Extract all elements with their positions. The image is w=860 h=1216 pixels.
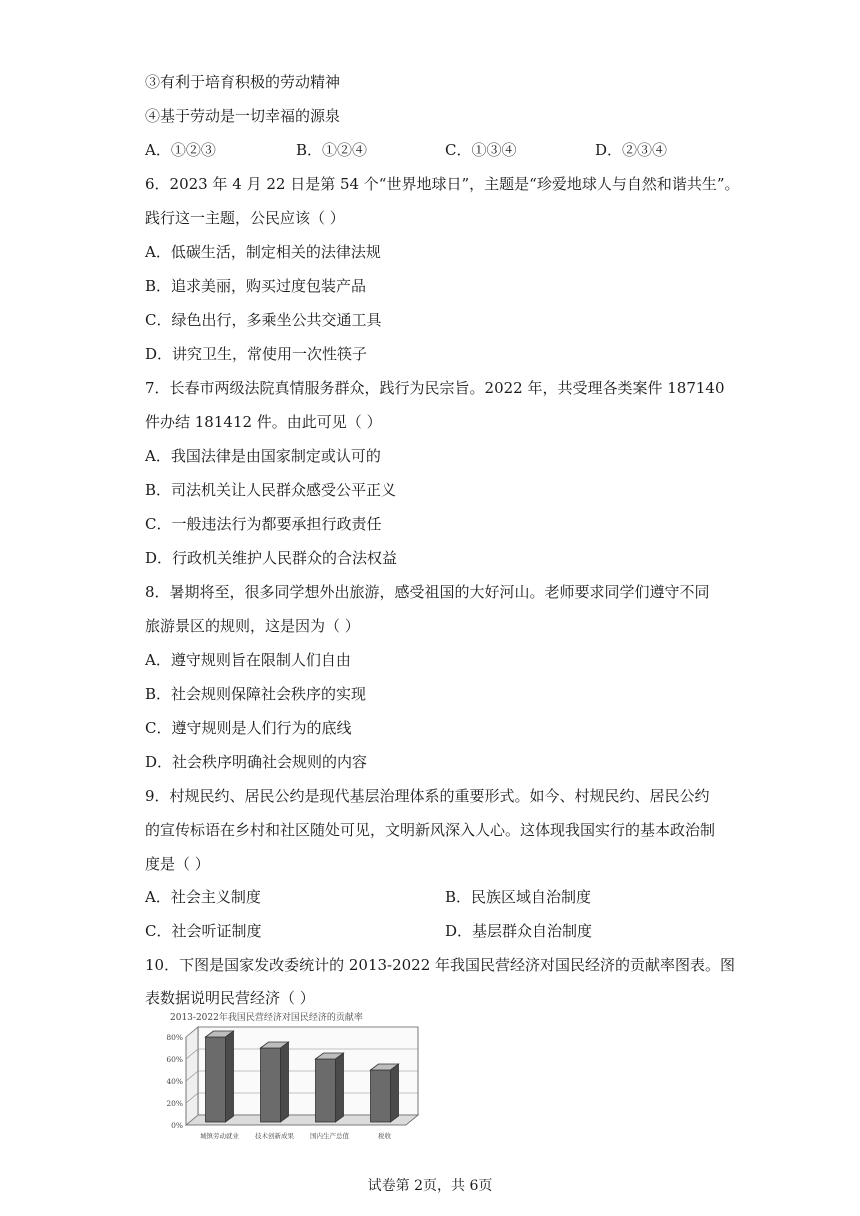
- q6-stem-line-1: 6．2023 年 4 月 22 日是第 54 个“世界地球日”，主题是“珍爱地球人与自然和谐共生”。: [145, 175, 740, 193]
- chart-bar: [261, 1048, 281, 1122]
- q9-stem-line-1: 9．村规民约、居民公约是现代基层治理体系的重要形式。如今、村规民约、居民公约: [145, 787, 710, 805]
- q5-option-b: B．①②④: [296, 141, 368, 159]
- q9-stem-line-2: 的宣传标语在乡村和社区随处可见，文明新风深入人心。这体现我国实行的基本政治制: [145, 821, 716, 839]
- q8-option-a: A．遵守规则旨在限制人们自由: [145, 651, 351, 669]
- q7-option-d: D．行政机关维护人民群众的合法权益: [145, 549, 398, 567]
- chart-bar: [206, 1037, 226, 1122]
- chart-bar-side: [336, 1053, 344, 1122]
- q7-stem-line-2: 件办结 181412 件。由此可见（ ）: [145, 413, 382, 431]
- q6-option-a: A．低碳生活，制定相关的法律法规: [145, 243, 381, 261]
- q5-line-4: ④基于劳动是一切幸福的源泉: [145, 107, 341, 125]
- q8-stem-line-1: 8．暑期将至，很多同学想外出旅游，感受祖国的大好河山。老师要求同学们遵守不同: [145, 583, 710, 601]
- q5-line-3: ③有利于培育积极的劳动精神: [145, 73, 341, 91]
- chart-category-label: 城镇劳动就业: [200, 1132, 239, 1140]
- chart-ytick-label: 20%: [166, 1099, 183, 1108]
- chart-bar-side: [391, 1064, 399, 1122]
- chart-ytick-label: 80%: [166, 1033, 183, 1042]
- chart-bar-side: [226, 1031, 234, 1122]
- q6-option-b: B．追求美丽，购买过度包装产品: [145, 277, 367, 295]
- q9-option-a: A．社会主义制度: [145, 888, 261, 906]
- chart-title: 2013-2022年我国民营经济对国民经济的贡献率: [170, 1013, 363, 1023]
- chart-category-label: 技术创新成果: [255, 1132, 294, 1140]
- q5-option-c: C．①③④: [445, 141, 517, 159]
- contribution-bar-chart: [160, 1007, 426, 1143]
- chart-bar-side: [281, 1042, 289, 1122]
- q7-option-b: B．司法机关让人民群众感受公平正义: [145, 481, 397, 499]
- q8-option-d: D．社会秩序明确社会规则的内容: [145, 753, 368, 771]
- chart-canvas: [160, 1007, 426, 1143]
- q9-option-d: D．基层群众自治制度: [445, 922, 593, 940]
- q6-option-d: D．讲究卫生，常使用一次性筷子: [145, 345, 368, 363]
- q10-stem-line-1: 10．下图是国家发改委统计的 2013-2022 年我国民营经济对国民经济的贡献率图表。图: [145, 956, 736, 974]
- chart-category-label: 国内生产总值: [310, 1132, 349, 1140]
- chart-bar: [316, 1059, 336, 1122]
- q10-stem-line-2: 表数据说明民营经济（ ）: [145, 989, 315, 1007]
- chart-ytick-label: 60%: [166, 1055, 183, 1064]
- page-footer: 试卷第 2页，共 6页: [367, 1178, 493, 1194]
- q6-stem-line-2: 践行这一主题，公民应该（ ）: [145, 209, 345, 227]
- q7-stem-line-1: 7．长春市两级法院真情服务群众，践行为民宗旨。2022 年，共受理各类案件 187140: [145, 379, 725, 397]
- q9-option-c: C．社会听证制度: [145, 922, 262, 940]
- q8-option-c: C．遵守规则是人们行为的底线: [145, 719, 352, 737]
- q8-option-b: B．社会规则保障社会秩序的实现: [145, 685, 367, 703]
- chart-category-label: 税收: [378, 1132, 391, 1140]
- q8-stem-line-2: 旅游景区的规则，这是因为（ ）: [145, 617, 360, 635]
- q5-option-d: D．②③④: [595, 141, 668, 159]
- q9-option-b: B．民族区域自治制度: [445, 888, 592, 906]
- chart-ytick-label: 40%: [166, 1077, 183, 1086]
- chart-ytick-label: 0%: [171, 1121, 183, 1130]
- q6-option-c: C．绿色出行，多乘坐公共交通工具: [145, 311, 382, 329]
- q5-option-a: A．①②③: [145, 141, 216, 159]
- chart-bar: [371, 1070, 391, 1122]
- q9-stem-line-3: 度是（ ）: [145, 855, 210, 873]
- q7-option-c: C．一般违法行为都要承担行政责任: [145, 515, 382, 533]
- q7-option-a: A．我国法律是由国家制定或认可的: [145, 447, 381, 465]
